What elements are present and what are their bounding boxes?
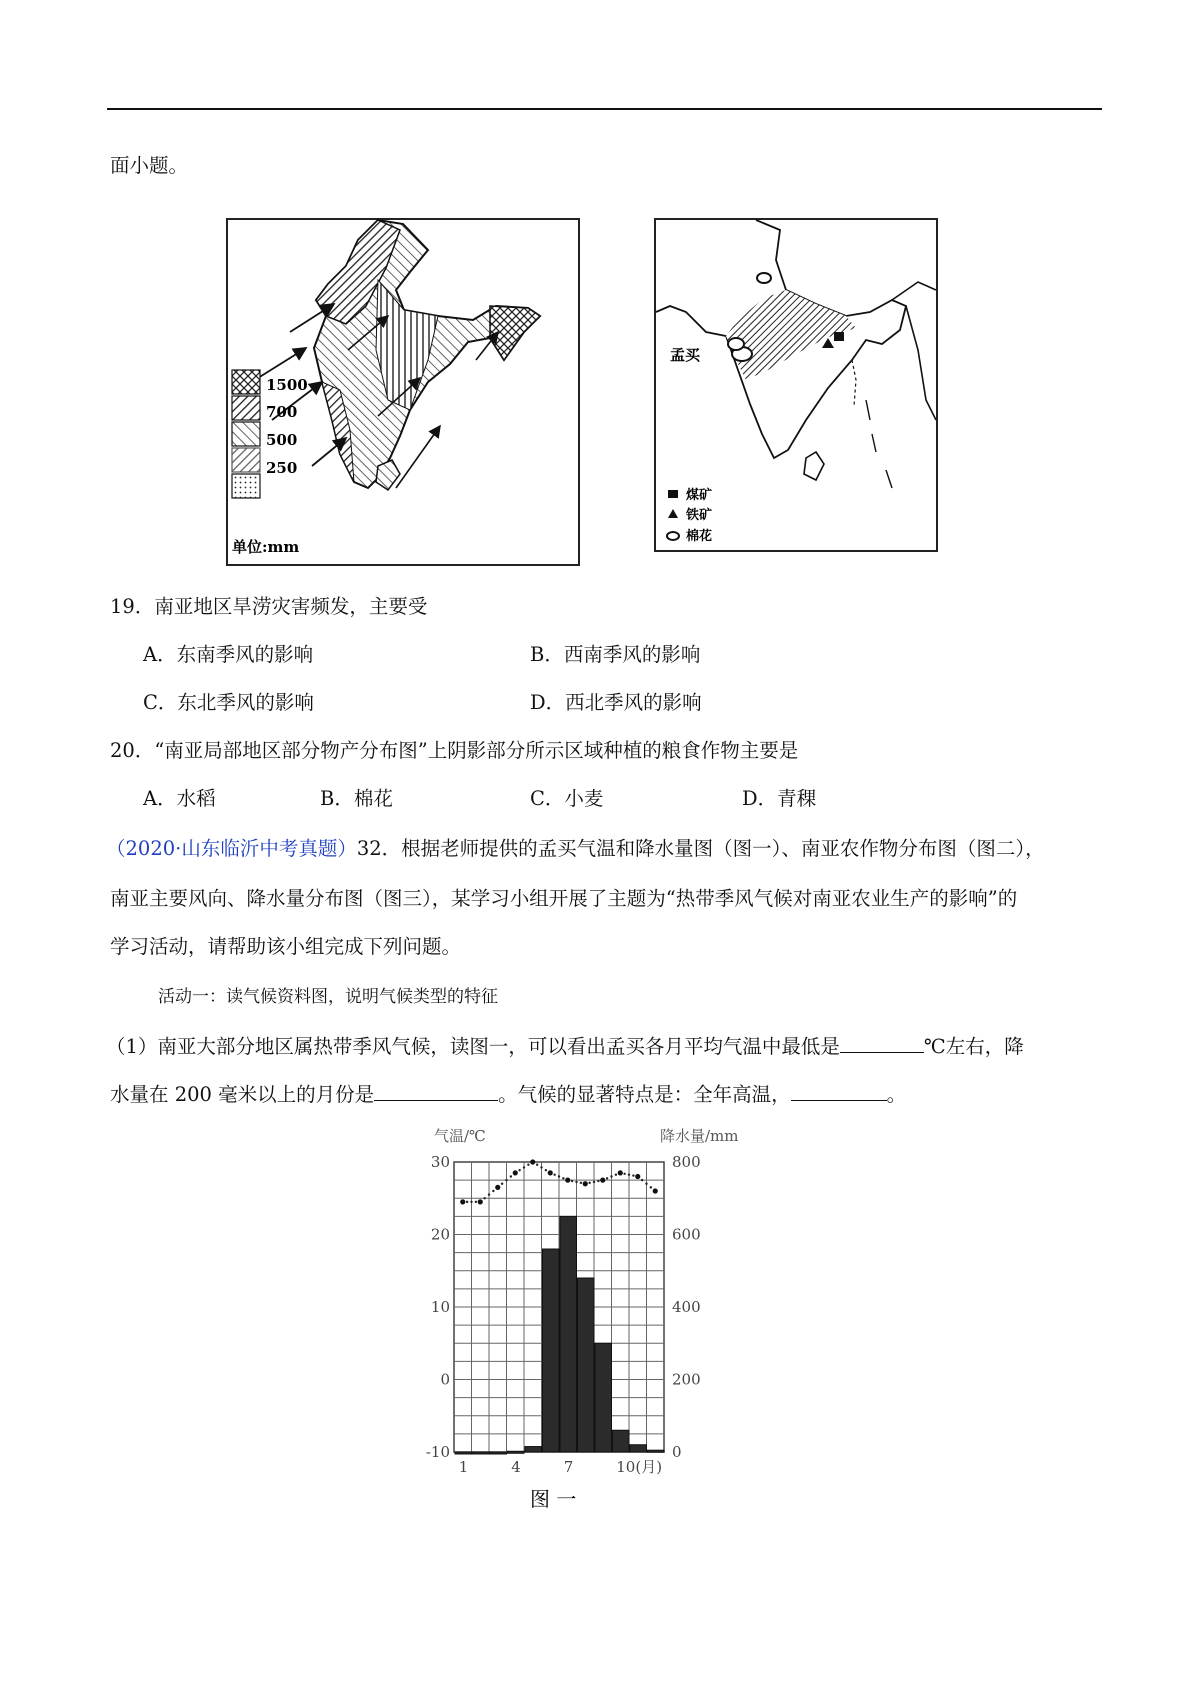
rainfall-wind-map <box>226 218 580 566</box>
temp-line-dot <box>645 1183 647 1185</box>
precip-bar <box>525 1447 542 1452</box>
products-map <box>654 218 938 552</box>
q32-line3: 学习活动，请帮助该小组完成下列问题。 <box>110 935 462 958</box>
q32-part2-text-a: 水量在 200 毫米以上的月份是 <box>110 1083 375 1106</box>
precip-bar <box>490 1452 507 1454</box>
left-tick-label: 10 <box>430 1298 450 1316</box>
temp-line-dot <box>623 1173 625 1175</box>
temp-point <box>653 1188 658 1193</box>
right-tick-label: 200 <box>672 1370 701 1389</box>
q32-part1-text-a: （1）南亚大部分地区属热带季风气候，读图一，可以看出孟买各月平均气温中最低是 <box>106 1035 840 1058</box>
precip-bar <box>648 1450 665 1452</box>
temp-line-dot <box>483 1197 485 1199</box>
temp-point <box>565 1178 570 1183</box>
temp-line-dot <box>501 1183 503 1185</box>
temp-line-dot <box>593 1181 595 1183</box>
temp-line-dot <box>641 1179 643 1181</box>
temp-point <box>583 1181 588 1186</box>
city-label-mumbai: 孟买 <box>670 346 701 364</box>
answer-blank-min-temp[interactable] <box>840 1034 924 1053</box>
q20-stem: 20．“南亚局部地区部分物产分布图”上阴影部分所示区域种植的粮食作物主要是 <box>110 739 799 762</box>
temp-line-dot <box>580 1182 582 1184</box>
temp-line-dot <box>536 1164 538 1166</box>
temp-line-dot <box>518 1169 520 1171</box>
answer-blank-rain-months[interactable] <box>374 1082 498 1101</box>
q32-line1: 32．根据老师提供的孟买气温和降水量图（图一）、南亚农作物分布图（图二）， <box>356 837 1045 860</box>
legend-cotton-label: 棉花 <box>686 529 713 544</box>
q32-source: （2020·山东临沂中考真题） <box>106 837 357 860</box>
q19-option-b: B．西南季风的影响 <box>530 643 701 666</box>
q19-option-c: C．东北季风的影响 <box>143 691 314 714</box>
temp-point <box>635 1174 640 1179</box>
temp-line-dot <box>523 1166 525 1168</box>
left-tick-label: 20 <box>430 1225 450 1244</box>
left-tick-label: 30 <box>430 1153 450 1171</box>
precip-bar <box>508 1451 525 1453</box>
activity-one-heading: 活动一：读气候资料图，说明气候类型的特征 <box>158 987 498 1007</box>
x-tick-label: 10(月) <box>616 1458 663 1476</box>
precip-bar <box>560 1216 577 1452</box>
temp-point <box>530 1159 535 1164</box>
rainfall-wind-map-svg <box>228 220 578 564</box>
right-tick-label: 600 <box>672 1225 701 1244</box>
precip-bar <box>578 1278 595 1452</box>
temp-line-dot <box>466 1201 468 1203</box>
q19-option-a: A．东南季风的影响 <box>143 643 314 666</box>
temp-line-dot <box>628 1173 630 1175</box>
left-tick-label: -10 <box>425 1443 450 1461</box>
temp-line-dot <box>588 1182 590 1184</box>
temp-point <box>460 1199 465 1204</box>
legend-iron-label: 铁矿 <box>686 508 713 523</box>
temp-line-dot <box>553 1173 555 1175</box>
temp-line-dot <box>575 1181 577 1183</box>
temp-line-dot <box>545 1169 547 1171</box>
right-tick-label: 400 <box>672 1298 701 1316</box>
q32-part2-text-c: 。 <box>886 1083 907 1106</box>
left-tick-label: 0 <box>440 1370 450 1389</box>
temp-line-dot <box>540 1166 542 1168</box>
q32-part1-text-b: ℃左右，降 <box>923 1035 1024 1058</box>
intro-text: 面小题。 <box>110 154 189 177</box>
q20-option-a: A．水稻 <box>143 787 216 810</box>
right-tick-label: 800 <box>672 1153 701 1171</box>
temp-line-dot <box>610 1175 612 1177</box>
q19-stem: 19．南亚地区旱涝灾害频发，主要受 <box>110 595 428 618</box>
temp-point <box>618 1170 623 1175</box>
temp-line-dot <box>558 1175 560 1177</box>
temp-line-dot <box>470 1201 472 1203</box>
temp-line-dot <box>571 1180 573 1182</box>
q20-option-c: C．小麦 <box>530 787 604 810</box>
legend-value-250: 250 <box>266 459 298 477</box>
map1-unit-label: 单位:mm <box>232 538 300 556</box>
left-axis-label: 气温/℃ <box>434 1127 486 1145</box>
temp-line-dot <box>510 1175 512 1177</box>
q32-part2-text-b: 。气候的显著特点是：全年高温， <box>498 1083 791 1106</box>
right-axis-label: 降水量/mm <box>660 1127 739 1145</box>
temp-line-dot <box>650 1186 652 1188</box>
temp-point <box>495 1185 500 1190</box>
header-rule <box>107 108 1102 110</box>
precip-bar <box>630 1445 647 1452</box>
legend-value-500: 500 <box>266 431 298 449</box>
temp-line-dot <box>597 1180 599 1182</box>
legend-value-1500: 1500 <box>266 376 308 394</box>
q20-option-b: B．棉花 <box>320 787 393 810</box>
q32-line2: 南亚主要风向、降水量分布图（图三），某学习小组开展了主题为“热带季风气候对南亚农业生产的影响”的 <box>110 887 1018 910</box>
precip-bar <box>595 1343 612 1452</box>
temp-line-dot <box>475 1201 477 1203</box>
precip-bar <box>473 1452 490 1454</box>
answer-blank-climate-feature[interactable] <box>791 1082 887 1101</box>
q19-option-d: D．西北季风的影响 <box>530 691 702 714</box>
temp-line-dot <box>492 1190 494 1192</box>
temp-line-dot <box>615 1173 617 1175</box>
precip-bar <box>455 1452 472 1454</box>
mumbai-climate-chart <box>425 1120 770 1520</box>
temp-line-dot <box>527 1164 529 1166</box>
products-map-svg <box>656 220 936 550</box>
temp-point <box>513 1170 518 1175</box>
precip-bar <box>613 1430 630 1452</box>
chart-caption: 图 一 <box>530 1487 577 1511</box>
x-tick-label: 4 <box>511 1458 521 1476</box>
x-tick-label: 7 <box>563 1458 574 1476</box>
legend-coal-label: 煤矿 <box>686 488 713 503</box>
q20-option-d: D．青稞 <box>742 787 817 810</box>
legend-value-700: 700 <box>266 403 298 421</box>
temp-point <box>548 1170 553 1175</box>
temp-line-dot <box>606 1177 608 1179</box>
temp-line-dot <box>488 1193 490 1195</box>
temp-line-dot <box>505 1179 507 1181</box>
temp-line-dot <box>632 1174 634 1176</box>
right-tick-label: 0 <box>672 1443 682 1461</box>
temp-line-dot <box>562 1177 564 1179</box>
temp-point <box>478 1199 483 1204</box>
precip-bar <box>543 1249 560 1452</box>
x-tick-label: 1 <box>458 1458 469 1476</box>
temp-point <box>600 1178 605 1183</box>
